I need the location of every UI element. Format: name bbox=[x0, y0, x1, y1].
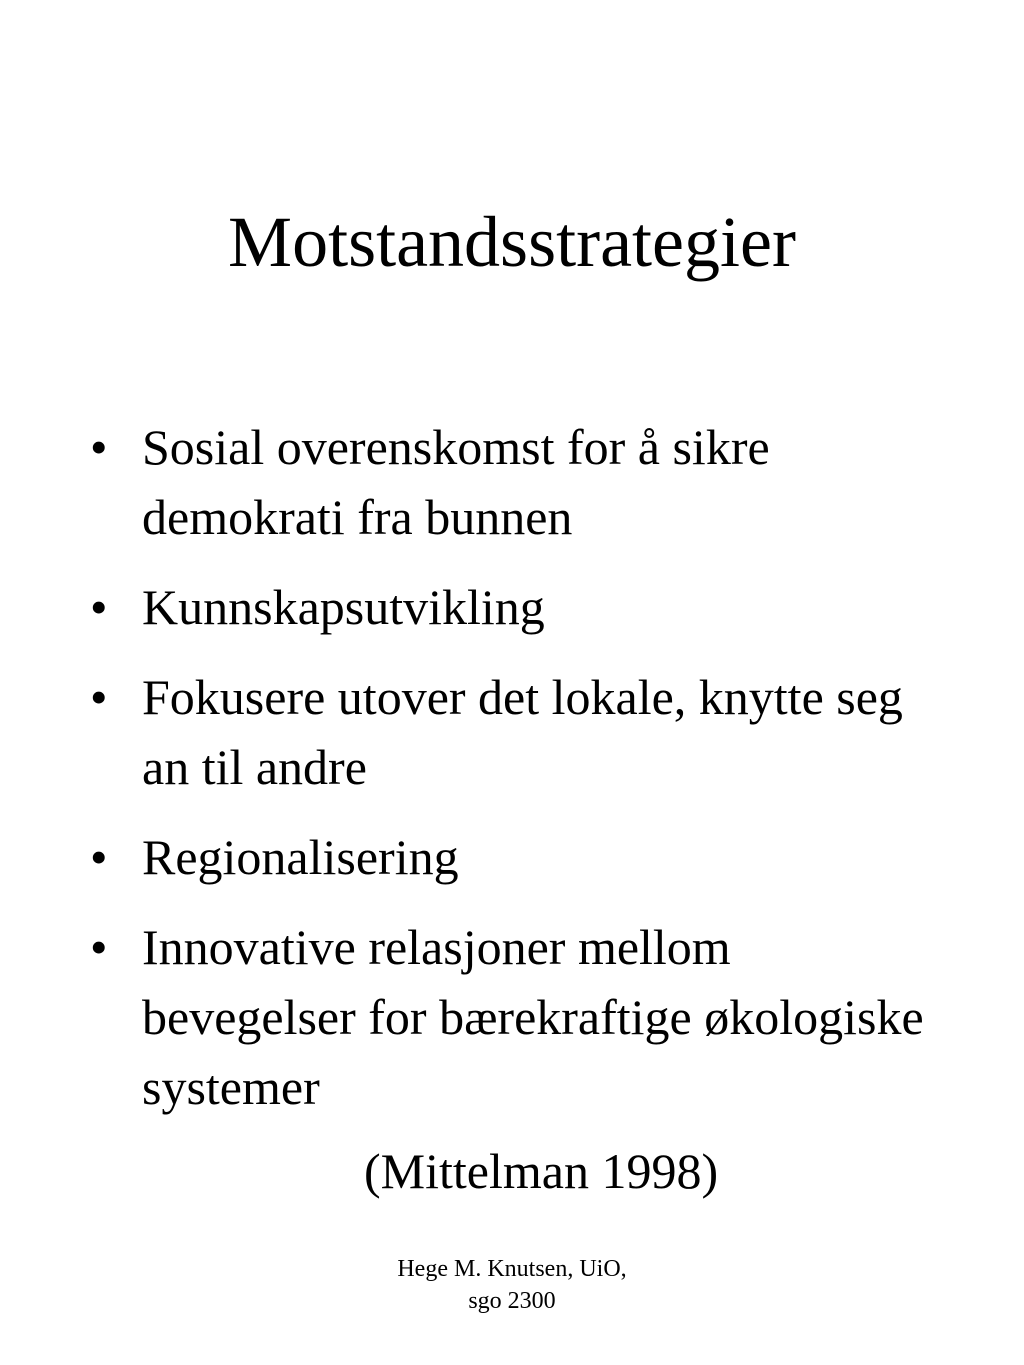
bullet-item-knowledge bbox=[90, 572, 950, 642]
bullet-text: Sosial overenskomst for å sikre demokrati fra bunnen bbox=[142, 419, 770, 545]
footer-author: Hege M. Knutsen, UiO, bbox=[397, 1256, 627, 1282]
bullet-icon: • bbox=[90, 419, 108, 475]
bullet-list bbox=[90, 412, 950, 1142]
bullet-icon: • bbox=[90, 669, 108, 725]
bullet-item-beyond-local bbox=[90, 662, 950, 802]
citation: (Mittelman 1998) bbox=[364, 1143, 719, 1199]
bullet-text: Fokusere utover det lokale, knytte seg an til andre bbox=[142, 669, 903, 795]
bullet-item-innovative-relations bbox=[90, 912, 950, 1122]
bullet-icon: • bbox=[90, 579, 108, 635]
bullet-text: Kunnskapsutvikling bbox=[142, 579, 545, 635]
footer-course: sgo 2300 bbox=[468, 1288, 556, 1314]
bullet-item-regionalisation bbox=[90, 822, 950, 892]
slide-title: Motstandsstrategier bbox=[228, 202, 796, 282]
bullet-icon: • bbox=[90, 829, 108, 885]
footer bbox=[362, 1253, 662, 1317]
bullet-text: Regionalisering bbox=[142, 829, 459, 885]
bullet-text: Innovative relasjoner mellom bevegelser for bærekraftige økologiske systemer bbox=[142, 919, 924, 1115]
bullet-item-social-contract bbox=[90, 412, 950, 552]
bullet-icon: • bbox=[90, 919, 108, 975]
